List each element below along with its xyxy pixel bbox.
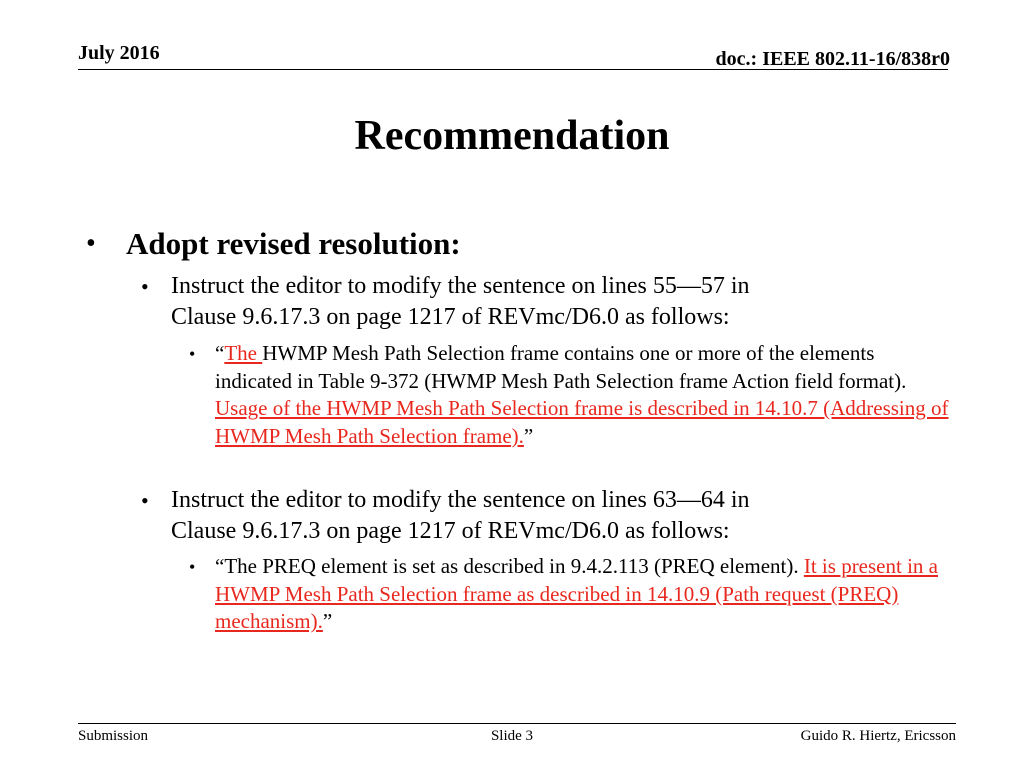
quote-close: ” xyxy=(523,423,534,448)
footer-submission: Submission xyxy=(78,728,149,744)
header-doc-id: doc.: IEEE 802.11-16/838r0 xyxy=(715,48,950,70)
footer-divider xyxy=(78,723,956,724)
inserted-text-usage: Usage of the HWMP Mesh Path Selection frame is described in 14.10.7 (Addressing of HWMP Mesh Path Selection frame). xyxy=(215,396,949,448)
footer-author: Guido R. Hiertz, Ericsson xyxy=(800,728,956,744)
instruction2-line1: Instruct the editor to modify the sentence on lines 63—64 in xyxy=(171,487,750,513)
inserted-text-the: The xyxy=(224,341,263,365)
quote-body: HWMP Mesh Path Selection frame contains one or more of the elements indicated in Table 9-372 (HWMP Mesh Path Selection frame Action field format). xyxy=(215,341,907,393)
slide-title: Recommendation xyxy=(354,113,670,159)
level1-label: Adopt revised resolution: xyxy=(126,226,461,261)
instruction1-quote xyxy=(215,340,950,450)
quote-close: ” xyxy=(322,609,333,633)
header-date: July 2016 xyxy=(78,42,160,64)
bullet-icon: • xyxy=(141,274,149,299)
inserted-text-present: It is present in a HWMP Mesh Path Selection frame as described in 14.10.9 (Path request (PREQ) mechanism). xyxy=(215,554,938,633)
header-divider xyxy=(78,69,948,70)
instruction1-line2: Clause 9.6.17.3 on page 1217 of REVmc/D6.0 as follows: xyxy=(171,304,730,330)
instruction2-text xyxy=(171,485,891,547)
instruction2-line2: Clause 9.6.17.3 on page 1217 of REVmc/D6.0 as follows: xyxy=(171,518,730,544)
instruction1-text xyxy=(171,271,891,333)
instruction2-quote xyxy=(215,553,950,636)
bullet-icon: • xyxy=(141,488,149,513)
bullet-icon: • xyxy=(86,228,96,259)
quote-open: “ xyxy=(215,554,225,578)
quote-body: The PREQ element is set as described in 9.4.2.113 (PREQ element). xyxy=(224,554,804,578)
bullet-icon: • xyxy=(189,557,196,577)
bullet-icon: • xyxy=(189,344,196,364)
footer-slide-number: Slide 3 xyxy=(490,728,534,744)
instruction1-line1: Instruct the editor to modify the sentence on lines 55—57 in xyxy=(171,273,750,299)
quote-open: “ xyxy=(215,341,225,365)
